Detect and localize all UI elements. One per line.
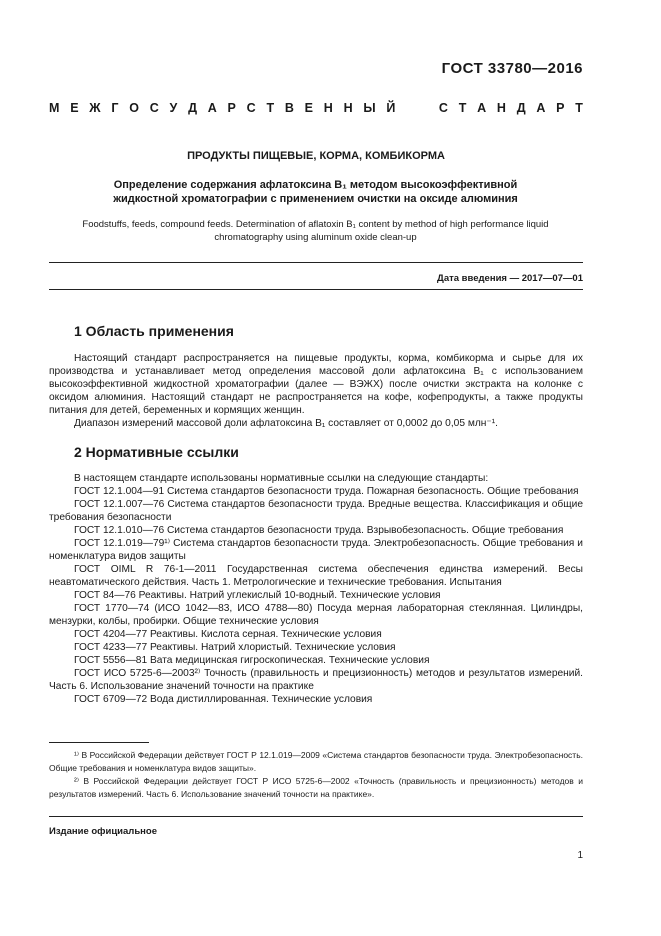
footnote: ¹⁾ В Российской Федерации действует ГОСТ Р 12.1.019—2009 «Система стандартов безопасности труда. Электробезопасность. Общие требования и номенклатура видов защиты». <box>49 750 583 773</box>
heading-letter: Е <box>304 101 313 115</box>
divider <box>49 289 583 290</box>
heading-letter: А <box>477 101 487 115</box>
heading-letter: Н <box>323 101 333 115</box>
heading-letter: Й <box>386 101 396 115</box>
heading-letter: Ж <box>89 101 101 115</box>
paragraph: Диапазон измерений массовой доли афлатоксина B₁ составляет от 0,0002 до 0,05 млн⁻¹. <box>74 418 498 429</box>
reference-item: ГОСТ 12.1.019—79¹⁾ Система стандартов безопасности труда. Электробезопасность. Общие требования и номенклатура видов защиты <box>49 538 583 562</box>
intro-date: Дата введения — 2017—07—01 <box>437 273 583 284</box>
heading-letter: Ы <box>363 101 376 115</box>
heading-letter: Н <box>343 101 353 115</box>
title-sub: Определение содержания афлатоксина B₁ методом высокоэффективной жидкостной хроматографии с применением очистки на оксиде алюминия <box>113 179 518 205</box>
heading-letter: Р <box>227 101 236 115</box>
title-english: Foodstuffs, feeds, compound feeds. Determination of aflatoxin B₁ content by method of high performance liquid chromatography using aluminum oxide clean-up <box>82 219 549 243</box>
heading-letter: Т <box>575 101 583 115</box>
reference-item: ГОСТ 1770—74 (ИСО 1042—83, ИСО 4788—80) Посуда мерная лабораторная стеклянная. Цилиндры, мензурки, колбы, пробирки. Общие технические условия <box>49 603 583 627</box>
heading-letter: Н <box>496 101 506 115</box>
paragraph: В настоящем стандарте использованы нормативные ссылки на следующие стандарты: <box>74 473 489 484</box>
heading-letter: Д <box>516 101 526 115</box>
footnotes <box>49 749 583 801</box>
heading-letter: Т <box>266 101 275 115</box>
divider <box>49 816 583 817</box>
heading-letter: М <box>49 101 60 115</box>
page-number: 1 <box>577 850 583 861</box>
heading-letter: Е <box>70 101 79 115</box>
heading-letter: В <box>284 101 294 115</box>
reference-item: ГОСТ 4204—77 Реактивы. Кислота серная. Технические условия <box>74 629 382 640</box>
letter-gap <box>406 101 428 115</box>
interstate-standard-heading <box>49 101 583 115</box>
heading-letter: С <box>438 101 448 115</box>
heading-letter: А <box>207 101 217 115</box>
heading-letter: Г <box>111 101 119 115</box>
section-2-heading: 2 Нормативные ссылки <box>74 444 239 460</box>
divider <box>49 262 583 263</box>
section-2-body <box>49 472 583 706</box>
heading-letter: Р <box>556 101 565 115</box>
title-main: ПРОДУКТЫ ПИЩЕВЫЕ, КОРМА, КОМБИКОРМА <box>187 150 445 162</box>
heading-letter: С <box>246 101 256 115</box>
reference-item: ГОСТ 84—76 Реактивы. Натрий углекислый 10-водный. Технические условия <box>74 590 441 601</box>
reference-item: ГОСТ OIML R 76-1—2011 Государственная система обеспечения единства измерений. Весы неавтоматического действия. Часть 1. Метрологические и технические требования. Испытания <box>49 564 583 588</box>
doc-number: ГОСТ 33780—2016 <box>441 60 583 77</box>
reference-item: ГОСТ ИСО 5725-6—2003²⁾ Точность (правильность и прецизионность) методов и результатов измерений. Часть 6. Использование значений точности на практике <box>49 668 583 692</box>
paragraph: Настоящий стандарт распространяется на пищевые продукты, корма, комбикорма и сырье для их производства и устанавливает метод определения массовой доли афлатоксина B₁ с использованием высокоэффективной жидкостной хроматографии (далее — ВЭЖХ) после очистки экстракта на колонке с оксидом алюминия. Настоящий стандарт не распространяется на кофе, кофепродукты, а также продукты питания для детей, беременных и кормящих женщин. <box>49 353 583 416</box>
heading-letter: Д <box>188 101 197 115</box>
reference-item: ГОСТ 12.1.010—76 Система стандартов безопасности труда. Взрывобезопасность. Общие требования <box>74 525 564 536</box>
reference-item: ГОСТ 4233—77 Реактивы. Натрий хлористый. Технические условия <box>74 642 396 653</box>
heading-letter: О <box>129 101 139 115</box>
heading-letter: У <box>169 101 178 115</box>
section-1-body <box>49 352 583 430</box>
reference-item: ГОСТ 5556—81 Вата медицинская гигроскопическая. Технические условия <box>74 655 430 666</box>
footnote: ²⁾ В Российской Федерации действует ГОСТ Р ИСО 5725-6—2002 «Точность (правильность и прецизионность) методов и результатов измерений. Часть 6. Использование значений точности на практике». <box>49 776 583 799</box>
reference-item: ГОСТ 6709—72 Вода дистиллированная. Технические условия <box>74 694 373 705</box>
section-1-heading: 1 Область применения <box>74 323 234 339</box>
heading-letter: А <box>536 101 546 115</box>
heading-letter: Т <box>458 101 467 115</box>
heading-letter: С <box>149 101 159 115</box>
reference-item: ГОСТ 12.1.007—76 Система стандартов безопасности труда. Вредные вещества. Классификация и общие требования безопасности <box>49 499 583 523</box>
footnote-divider <box>49 742 149 743</box>
official-edition-label: Издание официальное <box>49 826 157 837</box>
reference-item: ГОСТ 12.1.004—91 Система стандартов безопасности труда. Пожарная безопасность. Общие требования <box>74 486 579 497</box>
